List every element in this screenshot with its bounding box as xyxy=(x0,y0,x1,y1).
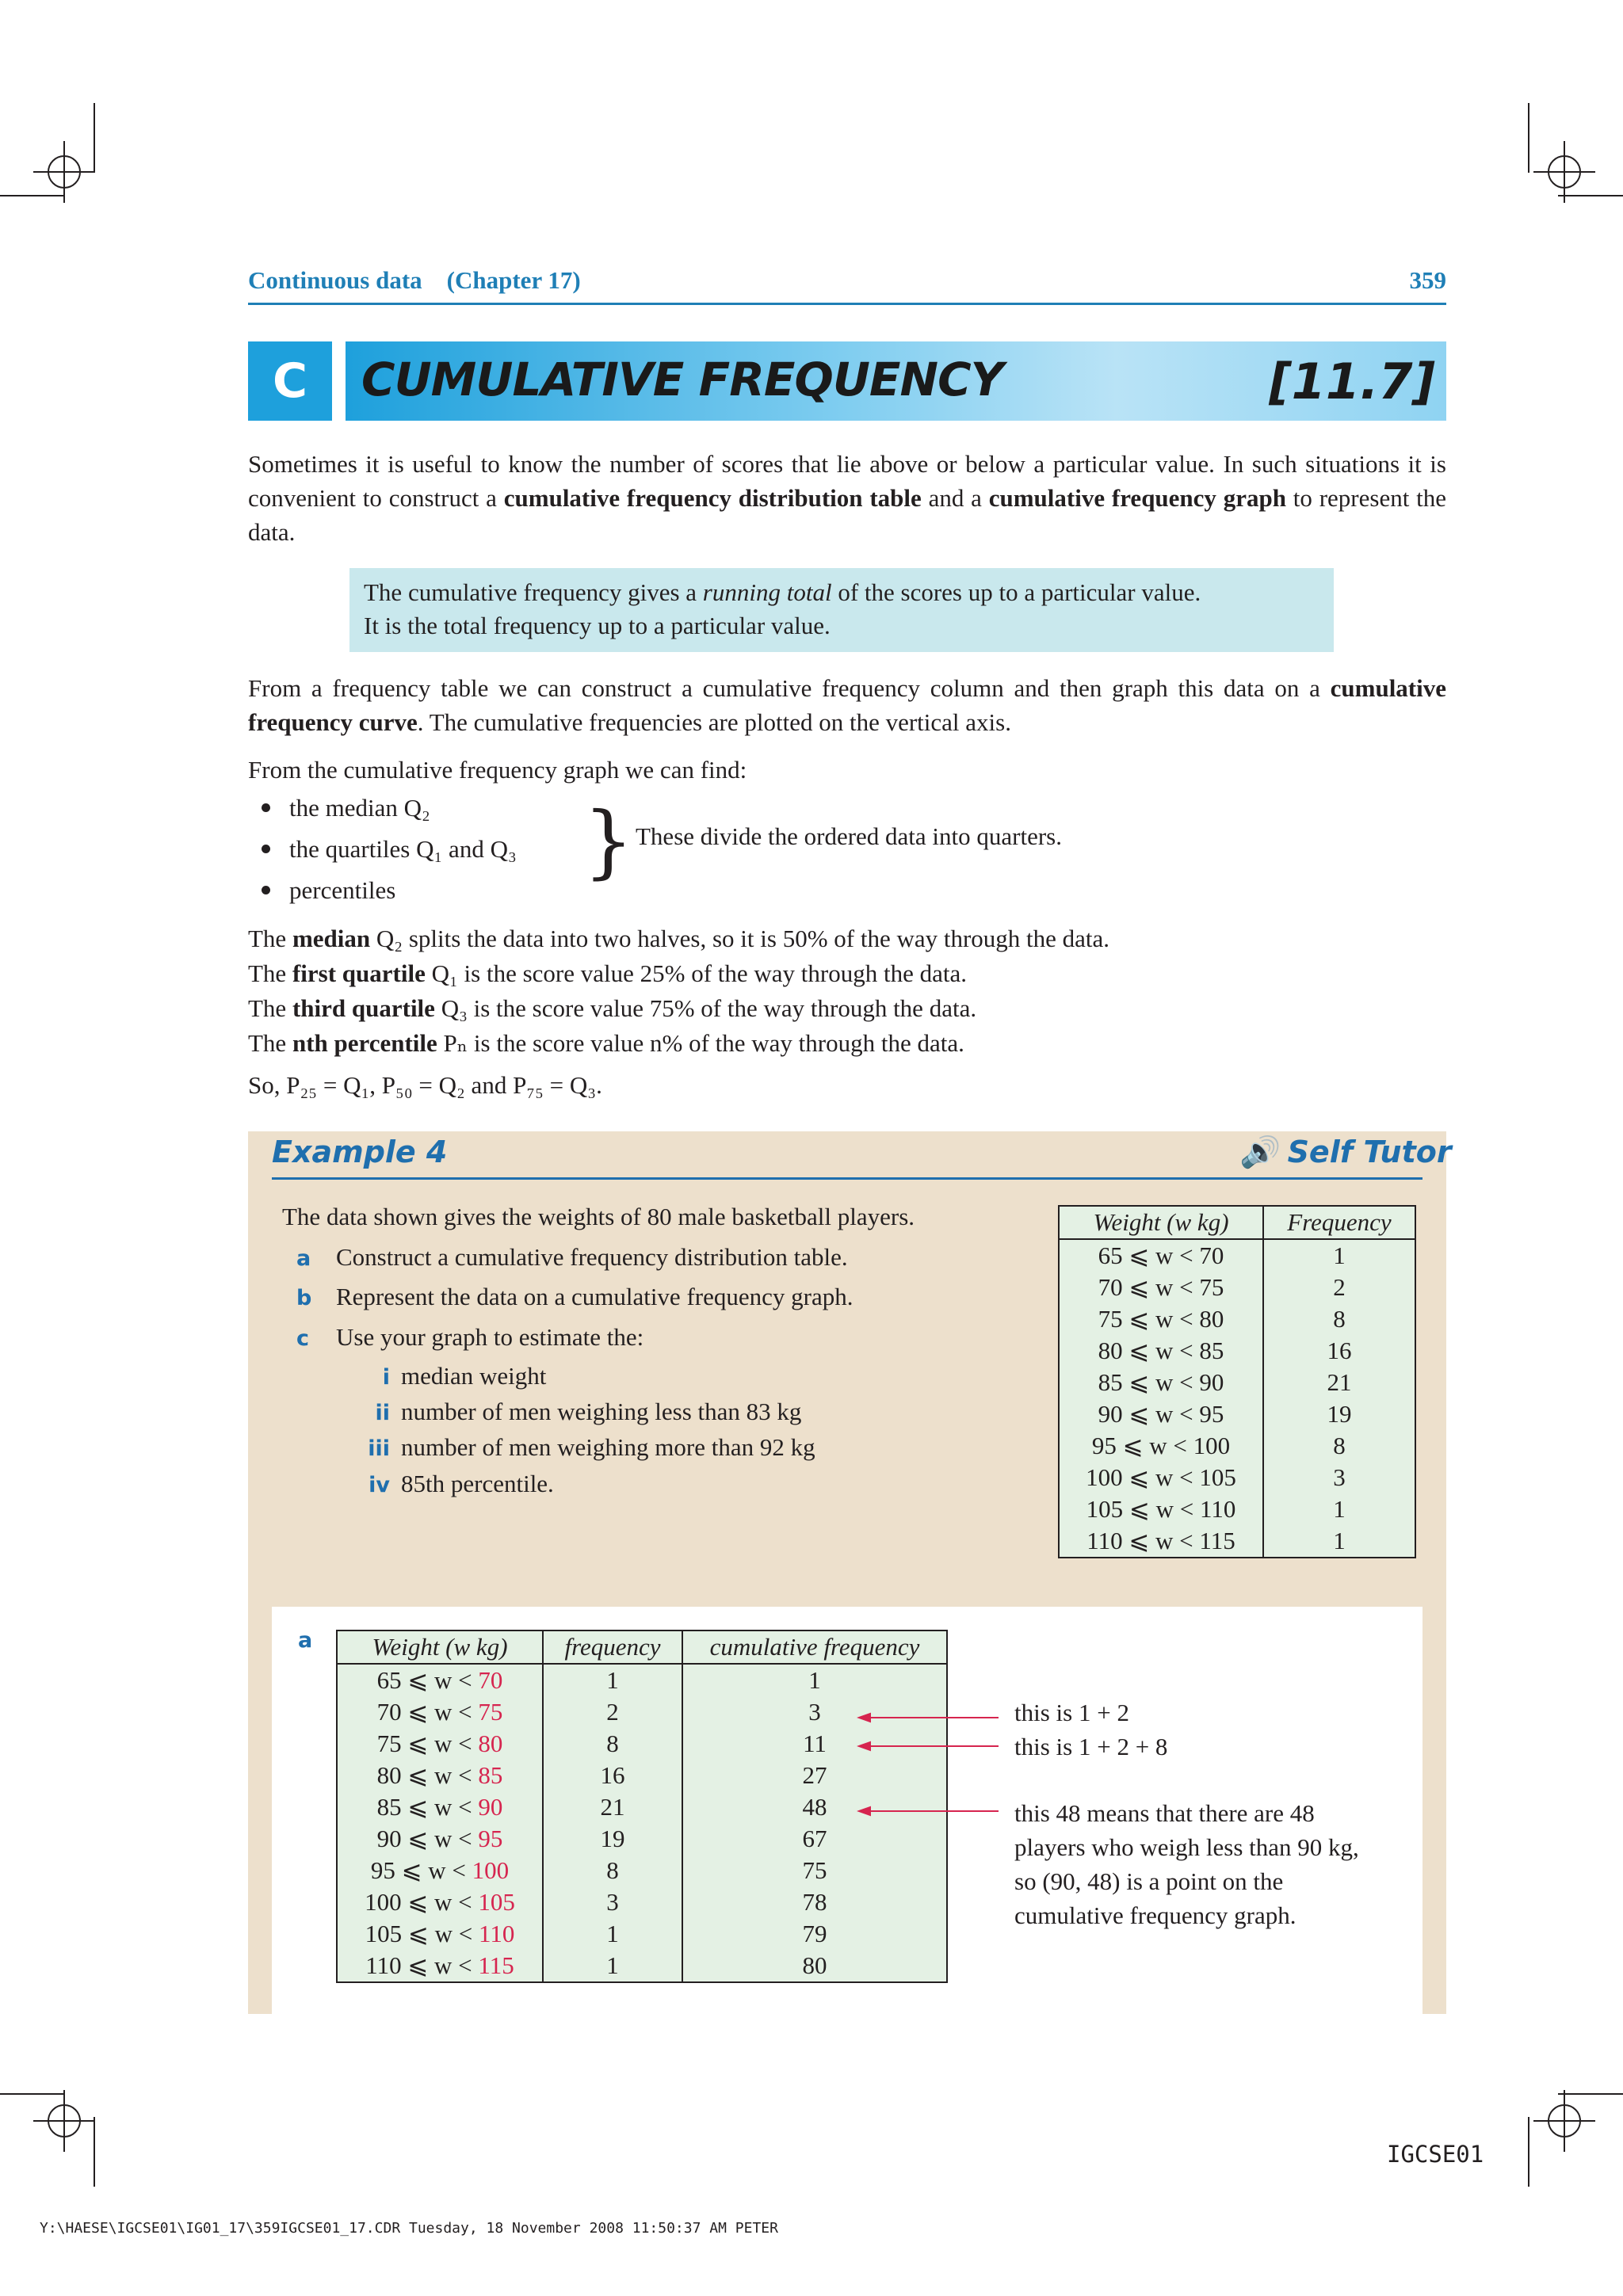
upper-boundary: 115 xyxy=(478,1951,514,1979)
table-cell xyxy=(337,1696,543,1728)
text: percentiles xyxy=(289,876,396,904)
upper-boundary: 70 xyxy=(478,1666,503,1694)
crop-mark xyxy=(94,103,95,173)
interval-lower: 105 ⩽ w < xyxy=(365,1920,479,1947)
table-cell: 1 xyxy=(543,1950,682,1982)
table-cell xyxy=(337,1823,543,1855)
upper-boundary: 90 xyxy=(478,1793,503,1821)
interval-lower: 65 ⩽ w < xyxy=(376,1666,479,1694)
table-cell xyxy=(337,1664,543,1696)
table-cell: 16 xyxy=(543,1760,682,1791)
table-row xyxy=(337,1664,947,1696)
interval-lower: 70 ⩽ w < xyxy=(376,1698,479,1726)
table-row xyxy=(1059,1272,1415,1303)
table-cell xyxy=(337,1728,543,1760)
table-cell: 8 xyxy=(1263,1303,1415,1335)
text: Q₂ splits the data into two halves, so it is 50% of the way through the data. xyxy=(370,925,1110,952)
list-item xyxy=(262,876,395,905)
interval-lower: 110 ⩽ w < xyxy=(365,1951,479,1979)
upper-boundary: 85 xyxy=(478,1761,503,1789)
question-label: c xyxy=(296,1326,310,1351)
table-cell: 8 xyxy=(543,1855,682,1886)
upper-boundary: 105 xyxy=(478,1888,515,1916)
speaker-icon: 🔊 xyxy=(1239,1135,1277,1169)
table-cell: 90 ⩽ w < 95 xyxy=(1059,1398,1263,1430)
crop-mark xyxy=(1558,2093,1623,2095)
crop-mark xyxy=(0,2093,65,2095)
crop-mark xyxy=(1528,2117,1529,2187)
table-cell: 80 ⩽ w < 85 xyxy=(1059,1335,1263,1367)
table-row xyxy=(337,1886,947,1918)
text: Pₙ is the score value n% of the way through the data. xyxy=(437,1029,964,1057)
term: cumulative frequency distribution table xyxy=(503,484,922,512)
question-c-ii xyxy=(341,1398,801,1426)
brace-icon: } xyxy=(583,795,634,887)
text: Q₃ is the score value 75% of the way through the data. xyxy=(434,994,977,1022)
annotation-line: players who weigh less than 90 kg, xyxy=(1014,1833,1359,1861)
registration-mark xyxy=(48,2104,81,2138)
table-cell: 85 ⩽ w < 90 xyxy=(1059,1367,1263,1398)
page-number: 359 xyxy=(1409,266,1446,294)
table-cell xyxy=(337,1760,543,1791)
term: cumulative frequency graph xyxy=(988,484,1286,512)
table-header xyxy=(337,1630,947,1664)
list-item xyxy=(262,835,517,864)
table-cell: 79 xyxy=(682,1918,947,1950)
interval-lower: 80 ⩽ w < xyxy=(376,1761,479,1789)
question-label: iv xyxy=(369,1473,390,1497)
print-slug: Y:\HAESE\IGCSE01\IG01_17\359IGCSE01_17.CDR Tuesday, 18 November 2008 11:50:37 AM PETER xyxy=(40,2220,778,2237)
question-label: ii xyxy=(375,1401,390,1425)
crop-mark xyxy=(1558,195,1623,196)
text: median weight xyxy=(401,1362,547,1390)
list-item xyxy=(262,794,430,822)
running-head xyxy=(248,266,1446,305)
annotation-block xyxy=(1014,1796,1359,1932)
table-cell: 19 xyxy=(543,1823,682,1855)
table-cell: 80 xyxy=(682,1950,947,1982)
definition-line xyxy=(248,1029,964,1058)
question-a xyxy=(296,1243,848,1272)
registration-mark xyxy=(1548,155,1581,189)
table-cell xyxy=(337,1855,543,1886)
table-cell: 27 xyxy=(682,1760,947,1791)
table-row xyxy=(1059,1398,1415,1430)
definition-box xyxy=(349,568,1334,652)
table-cell: 1 xyxy=(543,1918,682,1950)
table-cell: 3 xyxy=(543,1886,682,1918)
column-header: Weight (w kg) xyxy=(337,1630,543,1664)
table-header xyxy=(1059,1206,1415,1239)
table-cell xyxy=(337,1791,543,1823)
paragraph: From the cumulative frequency graph we can find: xyxy=(248,756,747,784)
section-letter: C xyxy=(248,341,332,421)
paragraph xyxy=(248,671,1446,739)
text: From a frequency table we can construct a cumulative frequency column and then graph this data on a xyxy=(248,674,1331,702)
footer-code: IGCSE01 xyxy=(1387,2141,1484,2168)
table-cell: 21 xyxy=(543,1791,682,1823)
interval-lower: 85 ⩽ w < xyxy=(376,1793,479,1821)
table-cell: 16 xyxy=(1263,1335,1415,1367)
annotation-line: cumulative frequency graph. xyxy=(1014,1901,1296,1929)
definition-line xyxy=(248,994,976,1023)
question-c-i xyxy=(341,1362,546,1390)
table-cell: 48 xyxy=(682,1791,947,1823)
table-cell: 11 xyxy=(682,1728,947,1760)
text: the quartiles Q₁ and Q₃ xyxy=(289,835,517,863)
arrow-head xyxy=(859,1714,870,1722)
annotation: this is 1 + 2 + 8 xyxy=(1014,1733,1168,1760)
annotation-line: this 48 means that there are 48 xyxy=(1014,1799,1315,1827)
text: the median Q₂ xyxy=(289,794,430,822)
example-intro: The data shown gives the weights of 80 male basketball players. xyxy=(282,1203,915,1230)
column-header: cumulative frequency xyxy=(682,1630,947,1664)
text: 85th percentile. xyxy=(401,1470,554,1497)
section-heading xyxy=(346,341,1446,421)
table-cell: 75 xyxy=(682,1855,947,1886)
table-cell: 2 xyxy=(543,1696,682,1728)
text: The xyxy=(248,925,292,952)
table-cell xyxy=(337,1950,543,1982)
upper-boundary: 100 xyxy=(472,1856,510,1884)
interval-lower: 75 ⩽ w < xyxy=(376,1730,479,1757)
table-row xyxy=(1059,1525,1415,1558)
column-header: Frequency xyxy=(1263,1206,1415,1239)
intro-paragraph xyxy=(248,447,1446,549)
arrow-head xyxy=(859,1742,870,1750)
question-label: a xyxy=(296,1246,311,1271)
text: Represent the data on a cumulative frequency graph. xyxy=(336,1283,854,1310)
table-cell: 65 ⩽ w < 70 xyxy=(1059,1239,1263,1272)
table-row xyxy=(1059,1430,1415,1462)
column-header: frequency xyxy=(543,1630,682,1664)
annotation: this is 1 + 2 xyxy=(1014,1699,1129,1726)
arrow-head xyxy=(859,1807,870,1815)
table-cell: 1 xyxy=(682,1664,947,1696)
self-tutor-label: Self Tutor xyxy=(1287,1135,1452,1169)
question-c-iv xyxy=(341,1470,554,1498)
table-cell: 1 xyxy=(543,1664,682,1696)
answer-label: a xyxy=(298,1628,313,1653)
crop-mark xyxy=(1528,103,1529,173)
question-label: i xyxy=(382,1365,390,1390)
table-cell: 100 ⩽ w < 105 xyxy=(1059,1462,1263,1493)
table-cell: 75 ⩽ w < 80 xyxy=(1059,1303,1263,1335)
text: Use your graph to estimate the: xyxy=(336,1323,644,1351)
interval-lower: 95 ⩽ w < xyxy=(370,1856,472,1884)
frequency-table xyxy=(1058,1205,1416,1558)
brace-note: These divide the ordered data into quarters. xyxy=(636,822,1062,850)
crop-mark xyxy=(0,195,65,196)
column-header: Weight (w kg) xyxy=(1059,1206,1263,1239)
definition-line xyxy=(248,959,967,988)
table-cell: 1 xyxy=(1263,1525,1415,1558)
term: median xyxy=(292,925,371,952)
text: The xyxy=(248,959,292,987)
text: The cumulative frequency gives a xyxy=(364,578,703,606)
table-row xyxy=(1059,1335,1415,1367)
question-c-iii xyxy=(341,1433,815,1462)
divider xyxy=(272,1177,1423,1180)
table-cell: 19 xyxy=(1263,1398,1415,1430)
example-title: Example 4 xyxy=(272,1135,448,1169)
section-ref: [11.7] xyxy=(1269,353,1435,410)
table-cell: 21 xyxy=(1263,1367,1415,1398)
table-cell: 3 xyxy=(682,1696,947,1728)
upper-boundary: 80 xyxy=(478,1730,503,1757)
table-cell: 95 ⩽ w < 100 xyxy=(1059,1430,1263,1462)
text: number of men weighing more than 92 kg xyxy=(401,1433,815,1461)
section-title: CUMULATIVE FREQUENCY xyxy=(361,353,1003,406)
registration-mark xyxy=(48,155,81,189)
table-cell: 67 xyxy=(682,1823,947,1855)
table-cell xyxy=(337,1886,543,1918)
term: nth percentile xyxy=(292,1029,437,1057)
upper-boundary: 95 xyxy=(478,1825,503,1852)
table-row xyxy=(337,1823,947,1855)
percentile-relations: So, P₂₅ = Q₁, P₅₀ = Q₂ and P₇₅ = Q₃. xyxy=(248,1071,602,1099)
definition-line xyxy=(248,925,1109,953)
table-cell: 78 xyxy=(682,1886,947,1918)
upper-boundary: 75 xyxy=(478,1698,503,1726)
annotation-line: so (90, 48) is a point on the xyxy=(1014,1867,1284,1895)
interval-lower: 90 ⩽ w < xyxy=(376,1825,479,1852)
text: The xyxy=(248,994,292,1022)
table-cell: 70 ⩽ w < 75 xyxy=(1059,1272,1263,1303)
upper-boundary: 110 xyxy=(479,1920,515,1947)
table-cell: 1 xyxy=(1263,1239,1415,1272)
question-label: b xyxy=(296,1286,312,1310)
text: Construct a cumulative frequency distribution table. xyxy=(336,1243,848,1271)
table-cell: 2 xyxy=(1263,1272,1415,1303)
text: Sometimes it is useful to know the number of scores that lie above or below a particular value. In such situations it is convenient to construct a xyxy=(248,450,1446,512)
annotation-arrows xyxy=(856,1703,1014,1822)
table-row xyxy=(1059,1303,1415,1335)
text: The xyxy=(248,1029,292,1057)
text: . The cumulative frequencies are plotted on the vertical axis. xyxy=(417,708,1011,736)
text: and a xyxy=(921,484,989,512)
text: of the scores up to a particular value. xyxy=(831,578,1201,606)
question-label: iii xyxy=(368,1436,390,1461)
text: number of men weighing less than 83 kg xyxy=(401,1398,802,1425)
text: Q₁ is the score value 25% of the way through the data. xyxy=(425,959,967,987)
table-row xyxy=(337,1855,947,1886)
table-cell xyxy=(337,1918,543,1950)
table-cell: 105 ⩽ w < 110 xyxy=(1059,1493,1263,1525)
table-cell: 1 xyxy=(1263,1493,1415,1525)
term: running total xyxy=(702,578,832,606)
text: to represent the data. xyxy=(248,484,1446,546)
term: first quartile xyxy=(292,959,426,987)
registration-mark xyxy=(1548,2104,1581,2138)
term: cumulative frequency curve xyxy=(248,674,1446,736)
chapter-title: Continuous data (Chapter 17) xyxy=(248,266,581,294)
question-c xyxy=(296,1323,643,1352)
term: third quartile xyxy=(292,994,435,1022)
table-row xyxy=(1059,1239,1415,1272)
table-row xyxy=(1059,1493,1415,1525)
table-cell: 110 ⩽ w < 115 xyxy=(1059,1525,1263,1558)
question-b xyxy=(296,1283,853,1311)
interval-lower: 100 ⩽ w < xyxy=(365,1888,479,1916)
table-cell: 3 xyxy=(1263,1462,1415,1493)
definition-line: It is the total frequency up to a particular value. xyxy=(364,612,831,639)
table-row xyxy=(337,1918,947,1950)
crop-mark xyxy=(94,2117,95,2187)
self-tutor-button[interactable] xyxy=(1239,1135,1452,1170)
table-row xyxy=(1059,1367,1415,1398)
table-cell: 8 xyxy=(543,1728,682,1760)
table-cell: 8 xyxy=(1263,1430,1415,1462)
table-row xyxy=(337,1950,947,1982)
table-row xyxy=(1059,1462,1415,1493)
